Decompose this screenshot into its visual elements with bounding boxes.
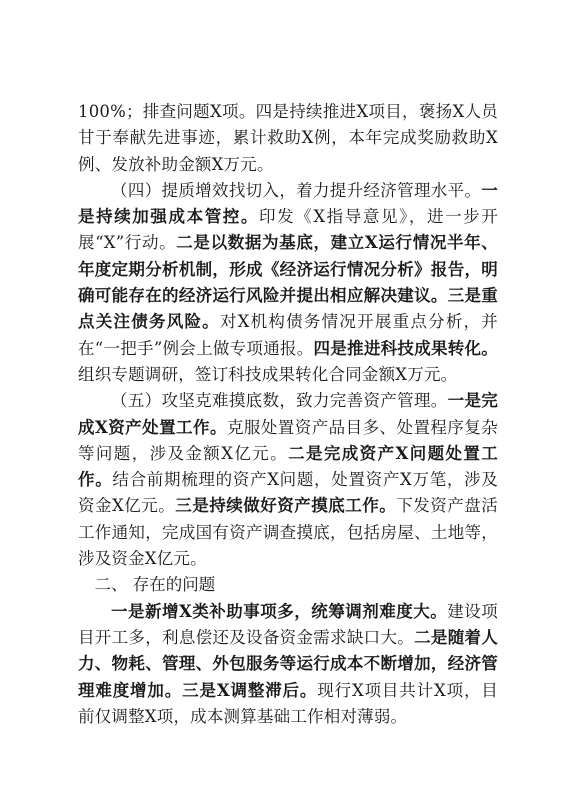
bold-text-run: 二是以数据为基底，建立X运行情况半年、年度定期分析机制，形成《经济运行情况分析》报告，明确可能存在的经济运行风险并提出相应解决建议。 bbox=[78, 233, 498, 306]
text-run: 克服处置资产品目多、处置程序复杂等问题，涉及金额X亿元。 bbox=[78, 417, 499, 463]
paragraph-1 bbox=[78, 99, 498, 178]
text-run: 对X机构债务情况开展重点分析，并在“一把手”例会上做专项通报。 bbox=[78, 312, 498, 358]
bold-text-run: 二是随着人力、物耗、管理、外包服务等运行成本不断增加，经济管理难度增加。 bbox=[78, 627, 499, 700]
text-run: （五）攻坚克难摸底数，致力完善资产管理。 bbox=[111, 391, 448, 411]
bold-text-run: 三是持续做好资产摸底工作。 bbox=[175, 496, 397, 516]
bold-text-run: 一是完成X资产处置工作。 bbox=[78, 391, 499, 437]
bold-text-run: 一是持续加强成本管控。 bbox=[78, 180, 498, 227]
bold-text-run: 三是X调整滞后。 bbox=[182, 680, 318, 700]
text-run: 现行X项目共计X项，目前仅调整X项，成本测算基础工作相对薄弱。 bbox=[78, 680, 498, 726]
text-run: 印发《X指导意见》，进一步开展“X”行动。 bbox=[78, 207, 499, 253]
text-run: （四）提质增效找切入，着力提升经济管理水平。 bbox=[111, 180, 482, 200]
section-heading-problems: 二、 存在的问题 bbox=[94, 575, 216, 595]
bold-text-run: 一是新增X类补助事项多，统筹调剂难度大。 bbox=[111, 601, 448, 621]
text-run: 下发资产盘活工作通知，完成国有资产调查摸底，包括房屋、土地等，涉及资金X亿元。 bbox=[78, 496, 499, 569]
text-run: 建设项目开工多，利息偿还及设备资金需求缺口大。 bbox=[78, 601, 498, 647]
bold-text-run: 四是推进科技成果转化。 bbox=[313, 338, 498, 358]
paragraph-3-asset-management bbox=[78, 388, 498, 572]
document-page bbox=[78, 99, 498, 730]
bold-text-run: 三是重点关注债务风险。 bbox=[78, 286, 498, 332]
paragraph-2-economic-management bbox=[78, 178, 498, 388]
text-run: 结合前期梳理的资产X问题，处置资产X万笔，涉及资金X亿元。 bbox=[78, 470, 498, 516]
paragraph-4-problems bbox=[78, 599, 498, 730]
text-run: 100%；排查问题X项。四是持续推进X项目，褒扬X人员甘于奉献先进事迹，累计救助X例，本年完成奖励救助X例、发放补助金额X万元。 bbox=[78, 102, 498, 174]
text-run: 组织专题调研，签订科技成果转化合同金额X万元。 bbox=[78, 364, 458, 384]
bold-text-run: 二是完成资产X问题处置工作。 bbox=[78, 443, 498, 490]
